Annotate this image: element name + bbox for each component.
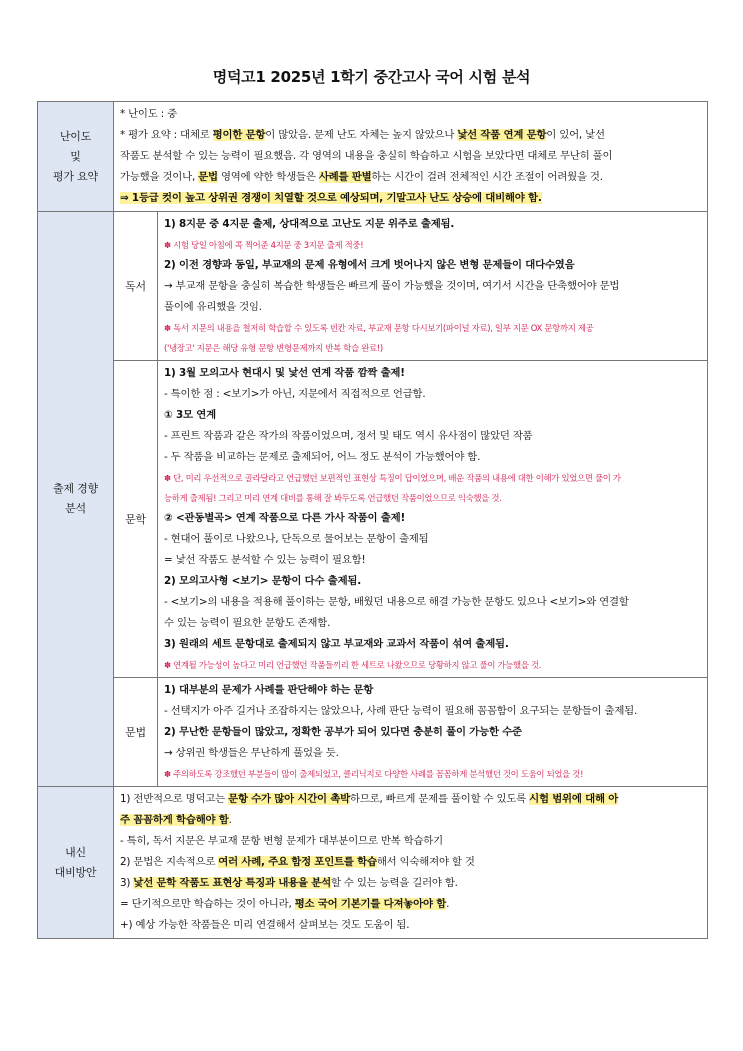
- trend-header: 출제 경향 분석: [38, 212, 114, 787]
- reading-label: 독서: [114, 212, 158, 361]
- grammar-content: 1) 대부분의 문제가 사례를 판단해야 하는 문항 - 선택지가 아주 길거나 조잡하지는 않았으나, 사례 판단 능력이 필요해 꼼꼼함이 요구되는 문항들이 출제됨. 2) 무난한 문항들이 많았고, 정확한 공부가 되어 있다면 충분히 풀이 가능한 수준 → 상위권 학생들은 무난하게 풀었을 듯. ✽ 주의하도록 강조했던 부분들이 많이 출제되었고, 클리닉지로 다양한 사례를 꼼꼼하게 분석했던 것이 도움이 되었을 것!: [158, 678, 708, 787]
- difficulty-row: [38, 102, 708, 212]
- star-icon: ✽: [164, 660, 174, 670]
- preparation-header: 내신 대비방안: [38, 787, 114, 939]
- summary-line: 가능했을 것이나, 문법 영역에 약한 학생들은 사례를 판별하는 시간이 걸려 전체적인 시간 조절이 어려웠을 것.: [120, 171, 603, 183]
- reading-note: ✽ 독서 지문의 내용을 철저히 학습할 수 있도록 빈칸 자료, 부교재 문항 다시보기(파이널 자료), 일부 지문 OX 문항까지 제공: [164, 323, 594, 333]
- reading-note: ('냉장고' 지문은 해당 유형 문항 변형문제까지 반복 학습 완료!): [164, 343, 383, 353]
- literature-content: 1) 3월 모의고사 현대시 및 낯선 연계 작품 깜짝 출제! - 특이한 점 : <보기>가 아닌, 지문에서 직접적으로 언급함. ① 3모 연계 - 프린트 작품과 같은 작가의 작품이었으며, 정서 및 태도 역시 유사점이 많았던 작품 - 두 작품을 비교하는 문제로 출제되어, 어느 정도 분석이 가능했어야 함. ✽ 단, 미리 우선적으로 골라달라고 언급했던 보편적인 표현상 특징이 답이었으며, 배운 작품의 내용에 대한 이해가 있었으면 풀이 가 능하게 출제됨! 그리고 미리 연계 대비를 통해 잘 봐두도록 언급했던 작품이었으므로 익숙했을 것. ② <관동별곡> 연계 작품으로 다른 가사 작품이 출제! - 현대어 풀이로 나왔으나, 단독으로 물어보는 문항이 출제됨 = 낯선 작품도 분석할 수 있는 능력이 필요함! 2) 모의고사형 <보기> 문항이 다수 출제됨. - <보기>의 내용을 적용해 풀이하는 문항, 배웠던 내용으로 해결 가능한 문항도 있으나 <보기>와 연결할 수 있는 능력이 필요한 문항도 존재함. 3) 원래의 세트 문항대로 출제되지 않고 부교재와 교과서 작품이 섞여 출제됨. ✽ 연계될 가능성이 높다고 미리 언급했던 작품들끼리 한 세트로 나왔으므로 당황하지 않고 풀이 가능했을 것.: [158, 361, 708, 678]
- star-icon: ✽: [164, 473, 174, 483]
- reading-content: 1) 8지문 중 4지문 출제, 상대적으로 고난도 지문 위주로 출제됨. ✽ 시험 당일 아침에 콕 찍어준 4지문 중 3지문 출제 적중! 2) 이전 경향과 동일, 부교재의 문제 유형에서 크게 벗어나지 않은 변형 문제들이 대다수였음 → 부교재 문항을 충실히 복습한 학생들은 빠르게 풀이 가능했을 것이며, 여기서 시간을 단축했어야 문법 풀이에 유리했을 것임. ✽ 독서 지문의 내용을 철저히 학습할 수 있도록 빈칸 자료, 부교재 문항 다시보기(파이널 자료), 일부 지문 OX 문항까지 제공 ('냉장고' 지문은 해당 유형 문항 변형문제까지 반복 학습 완료!): [158, 212, 708, 361]
- literature-note: 능하게 출제됨! 그리고 미리 연계 대비를 통해 잘 봐두도록 언급했던 작품이었으므로 익숙했을 것.: [164, 493, 502, 503]
- preparation-row: [38, 787, 708, 939]
- difficulty-content: [114, 102, 708, 212]
- grammar-note: ✽ 주의하도록 강조했던 부분들이 많이 출제되었고, 클리닉지로 다양한 사례를 꼼꼼하게 분석했던 것이 도움이 되었을 것!: [164, 769, 584, 779]
- star-icon: ✽: [164, 323, 174, 333]
- difficulty-level: * 난이도 : 중: [120, 108, 177, 120]
- difficulty-header: 난이도 및 평가 요약: [38, 102, 114, 212]
- literature-note: ✽ 연계될 가능성이 높다고 미리 언급했던 작품들끼리 한 세트로 나왔으므로 당황하지 않고 풀이 가능했을 것.: [164, 660, 542, 670]
- page-title: 명덕고1 2025년 1학기 중간고사 국어 시험 분석: [212, 68, 531, 86]
- summary-conclusion: ⇒ 1등급 컷이 높고 상위권 경쟁이 치열할 것으로 예상되며, 기말고사 난도 상승에 대비해야 함.: [120, 192, 542, 204]
- literature-row: [38, 361, 708, 678]
- literature-label: 문학: [114, 361, 158, 678]
- reading-row: [38, 212, 708, 361]
- literature-note: ✽ 단, 미리 우선적으로 골라달라고 언급했던 보편적인 표현상 특징이 답이었으며, 배운 작품의 내용에 대한 이해가 있었으면 풀이 가: [164, 473, 621, 483]
- star-icon: ✽: [164, 769, 174, 779]
- reading-note: ✽ 시험 당일 아침에 콕 찍어준 4지문 중 3지문 출제 적중!: [164, 240, 364, 250]
- star-icon: ✽: [164, 240, 174, 250]
- preparation-content: 1) 전반적으로 명덕고는 문항 수가 많아 시간이 촉박하므로, 빠르게 문제를 풀이할 수 있도록 시험 범위에 대해 아 주 꼼꼼하게 학습해야 함. - 특히, 독서 지문은 부교재 문항 변형 문제가 대부분이므로 반복 학습하기 2) 문법은 지속적으로 여러 사례, 주요 함정 포인트를 학습해서 익숙해져야 할 것 3) 낯선 문학 작품도 표현상 특징과 내용을 분석할 수 있는 능력을 길러야 함. = 단기적으로만 학습하는 것이 아니라, 평소 국어 기본기를 다져놓아야 함. +) 예상 가능한 작품들은 미리 연결해서 살펴보는 것도 도움이 됨.: [114, 787, 708, 939]
- summary-line: 작품도 분석할 수 있는 능력이 필요했음. 각 영역의 내용을 충실히 학습하고 시험을 보았다면 대체로 무난히 풀이: [120, 150, 613, 162]
- analysis-table: [37, 101, 708, 939]
- grammar-row: [38, 678, 708, 787]
- grammar-label: 문법: [114, 678, 158, 787]
- summary-line: * 평가 요약 : 대체로 평이한 문항이 많았음. 문제 난도 자체는 높지 않았으나 낯선 작품 연계 문항이 있어, 낯선: [120, 129, 605, 141]
